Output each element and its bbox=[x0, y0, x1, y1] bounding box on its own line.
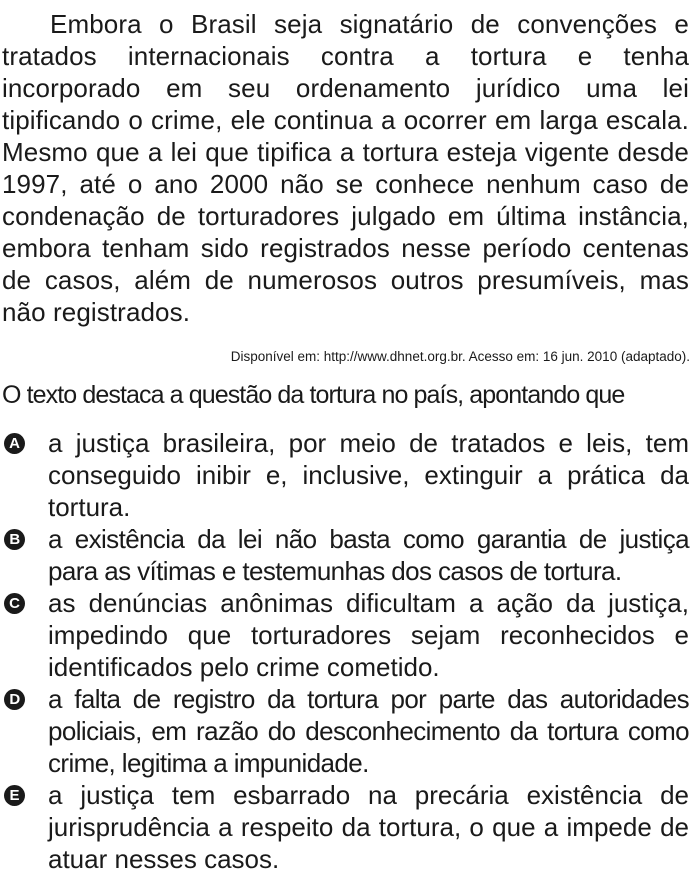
question-stem: O texto destaca a questão da tortura no país, apontando que bbox=[2, 381, 625, 409]
option-b-text: a existência da lei não basta como garantia de justiça para as vítimas e testemunhas dos casos de tortura. bbox=[48, 524, 689, 586]
option-letter-a-badge: A bbox=[4, 433, 25, 454]
option-letter-d-badge: D bbox=[4, 689, 25, 710]
option-d-text: a falta de registro da tortura por parte das autoridades policiais, em razão do desconhecimento da tortura como crime, legitima a impunidade. bbox=[48, 684, 689, 778]
option-a-text: a justiça brasileira, por meio de tratados e leis, tem conseguido inibir e, inclusive, extinguir a prática da tortura. bbox=[48, 428, 689, 522]
reading-passage: Embora o Brasil seja signatário de convenções e tratados internacionais contra a tortura e tenha incorporado em seu ordenamento jurídico uma lei tipificando o crime, ele continua a ocorrer em larga escala. Mesmo que a lei que tipifica a tortura esteja vigente desde 1997, até o ano 2000 não se conhece nenhum caso de condenação de torturadores julgado em última instância, embora tenham sido registrados nesse período centenas de casos, além de numerosos outros presumíveis, mas não registrados. bbox=[2, 9, 689, 327]
option-d[interactable] bbox=[0, 683, 689, 779]
option-c-text: as denúncias anônimas dificultam a ação da justiça, impedindo que torturadores sejam reconhecidos e identificados pelo crime cometido. bbox=[48, 588, 689, 682]
option-e-text: a justiça tem esbarrado na precária existência de jurisprudência a respeito da tortura, o que a impede de atuar nesses casos. bbox=[48, 780, 689, 874]
source-citation: Disponível em: http://www.dhnet.org.br. Acesso em: 16 jun. 2010 (adaptado). bbox=[230, 349, 690, 364]
option-letter-b-badge: B bbox=[4, 529, 25, 550]
option-letter-c-badge: C bbox=[4, 593, 25, 614]
option-letter-e-badge: E bbox=[4, 785, 25, 806]
option-e[interactable] bbox=[0, 779, 689, 875]
option-a[interactable] bbox=[0, 427, 689, 523]
answer-options bbox=[0, 427, 700, 875]
option-c[interactable] bbox=[0, 587, 689, 683]
option-b[interactable] bbox=[0, 523, 689, 587]
